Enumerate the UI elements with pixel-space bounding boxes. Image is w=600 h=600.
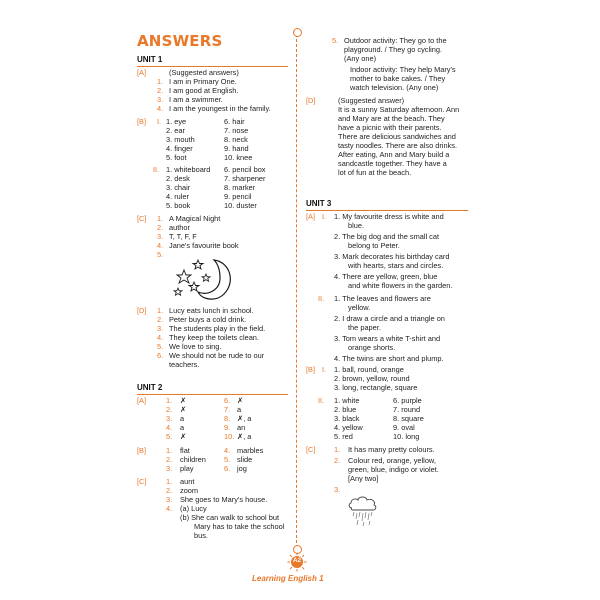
- answer-text: 3. Tom wears a white T-shirt and: [334, 334, 441, 343]
- answer-text: 9. pencil: [224, 192, 252, 201]
- answer-text: 3. black: [334, 414, 360, 423]
- answer-text: 6. purple: [393, 396, 422, 405]
- answer-text: blue.: [348, 221, 365, 230]
- answer-text: 4. ruler: [166, 192, 190, 201]
- answer-text: ✗, a: [237, 414, 252, 423]
- answer-text: Mary has to take the school: [194, 522, 285, 531]
- answer-text: a: [237, 405, 242, 414]
- answer-text: 6. pencil box: [224, 165, 266, 174]
- section-label: [A]: [137, 396, 147, 405]
- answer-text: Peter buys a cold drink.: [169, 315, 247, 324]
- answer-text: children: [180, 455, 206, 464]
- answer-text: 4. yellow: [334, 423, 363, 432]
- answer-text: Lucy eats lunch in school.: [169, 306, 254, 315]
- item-number: II.: [153, 165, 160, 174]
- item-number: 1.: [157, 77, 164, 86]
- answer-text: (Suggested answer): [338, 96, 405, 105]
- answer-text: yellow.: [348, 303, 371, 312]
- answer-text: ✗: [237, 396, 244, 405]
- answer-text: ✗: [180, 405, 187, 414]
- answer-text: 8. neck: [224, 135, 248, 144]
- answer-text: 1. ball, round, orange: [334, 365, 404, 374]
- answer-text: green, blue, indigo or violet.: [348, 465, 439, 474]
- answer-text: 2. desk: [166, 174, 190, 183]
- answer-text: We love to sing.: [169, 342, 222, 351]
- answer-text: We should not be rude to our: [169, 351, 265, 360]
- item-number: II.: [318, 396, 325, 405]
- item-number: 2.: [166, 455, 173, 464]
- item-number: II.: [318, 294, 325, 303]
- item-number: 6.: [224, 464, 231, 473]
- answer-text: an: [237, 423, 246, 432]
- item-number: 5.: [166, 432, 173, 441]
- answer-text: 8. square: [393, 414, 424, 423]
- answer-text: 4. There are yellow, green, blue: [334, 272, 438, 281]
- answer-text: author: [169, 223, 190, 232]
- answer-text: 2. blue: [334, 405, 357, 414]
- book-title: Learning English 1: [252, 574, 324, 583]
- answer-text: They keep the toilets clean.: [169, 333, 259, 342]
- answer-text: 2. brown, yellow, round: [334, 374, 410, 383]
- answer-text: bus.: [194, 531, 208, 540]
- answer-text: 7. nose: [224, 126, 249, 135]
- item-number: 3.: [166, 414, 173, 423]
- answer-text: T, T, F, F: [169, 232, 197, 241]
- answer-text: watch television. (Any one): [350, 83, 439, 92]
- answer-text: ✗: [180, 396, 187, 405]
- answer-text: with hearts, stars and circles.: [348, 261, 444, 270]
- answer-text: 5. book: [166, 201, 191, 210]
- item-number: 1.: [166, 477, 173, 486]
- answer-text: 10. long: [393, 432, 420, 441]
- answer-text: Jane's favourite book: [169, 241, 239, 250]
- item-number: 1.: [157, 306, 164, 315]
- section-label: [C]: [306, 445, 316, 454]
- answer-text: slide: [237, 455, 253, 464]
- answer-text: ✗: [180, 432, 187, 441]
- item-number: 9.: [224, 423, 231, 432]
- answer-text: belong to Peter.: [348, 241, 400, 250]
- section-label: [D]: [137, 306, 147, 315]
- item-number: I.: [322, 212, 327, 221]
- item-number: 4.: [166, 423, 173, 432]
- answer-text: A Magical Night: [169, 214, 221, 223]
- answer-text: I am in Primary One.: [169, 77, 237, 86]
- item-number: 2.: [166, 486, 173, 495]
- answer-text: (a) Lucy: [180, 504, 207, 513]
- answer-text: 5. red: [334, 432, 353, 441]
- page-number: A2: [292, 557, 302, 564]
- answer-text: the paper.: [348, 323, 381, 332]
- answer-text: 8. marker: [224, 183, 256, 192]
- answer-text: 7. round: [393, 405, 421, 414]
- answer-text: aunt: [180, 477, 195, 486]
- answer-text: It has many pretty colours.: [348, 445, 435, 454]
- answer-text: I am a swimmer.: [169, 95, 223, 104]
- answer-text: a: [180, 414, 185, 423]
- unit-rule: [306, 210, 468, 211]
- item-number: 2.: [157, 223, 164, 232]
- item-number: 1.: [166, 446, 173, 455]
- answer-text: Indoor activity: They help Mary's: [350, 65, 456, 74]
- item-number: 5.: [224, 455, 231, 464]
- item-number: 4.: [157, 333, 164, 342]
- answer-text: 1. eye: [166, 117, 187, 126]
- section-label: [A]: [137, 68, 147, 77]
- item-number: 2.: [157, 86, 164, 95]
- answer-text: jog: [237, 464, 247, 473]
- unit-heading: UNIT 1: [137, 55, 163, 64]
- column-divider: [296, 34, 297, 548]
- item-number: 10.: [224, 432, 235, 441]
- section-label: [D]: [306, 96, 316, 105]
- item-number: 5.: [157, 342, 164, 351]
- answer-text: 1. The leaves and flowers are: [334, 294, 431, 303]
- section-label: [A]: [306, 212, 316, 221]
- item-number: 1.: [166, 396, 173, 405]
- answer-text: 1. My favourite dress is white and: [334, 212, 444, 221]
- answer-text: Outdoor activity: They go to the: [344, 36, 447, 45]
- item-number: 8.: [224, 414, 231, 423]
- answer-text: zoom: [180, 486, 199, 495]
- section-label: [C]: [137, 477, 147, 486]
- answer-text: 3. chair: [166, 183, 191, 192]
- item-number: 3.: [157, 324, 164, 333]
- item-number: 1.: [334, 445, 341, 454]
- answer-text: playground. / They go cycling.: [344, 45, 443, 54]
- answer-text: sandcastle together. They have a: [338, 159, 447, 168]
- item-number: 5.: [332, 36, 339, 45]
- item-number: 1.: [157, 214, 164, 223]
- item-number: 2.: [157, 315, 164, 324]
- unit-heading: UNIT 3: [306, 199, 332, 208]
- item-number: I.: [322, 365, 327, 374]
- answer-text: 9. hand: [224, 144, 249, 153]
- answer-text: 2. The big dog and the small cat: [334, 232, 440, 241]
- answer-text: I am the youngest in the family.: [169, 104, 271, 113]
- answer-text: have a picnic with their parents.: [338, 123, 442, 132]
- section-label: [B]: [137, 117, 147, 126]
- answer-text: Colour red, orange, yellow,: [348, 456, 436, 465]
- item-number: 3.: [157, 232, 164, 241]
- item-number: 6.: [157, 351, 164, 360]
- answer-text: play: [180, 464, 194, 473]
- item-number: 3.: [166, 464, 173, 473]
- item-number: 3.: [166, 495, 173, 504]
- item-number: 2.: [334, 456, 341, 465]
- section-label: [B]: [137, 446, 147, 455]
- answer-text: (b) She can walk to school but: [180, 513, 280, 522]
- rain-cloud-icon: [346, 494, 380, 528]
- answer-text: I am good at English.: [169, 86, 239, 95]
- answer-text: 6. hair: [224, 117, 245, 126]
- answer-text: a: [180, 423, 185, 432]
- answer-text: 10. knee: [224, 153, 253, 162]
- answer-text: 3. long, rectangle, square: [334, 383, 418, 392]
- answer-text: 2. I draw a circle and a triangle on: [334, 314, 445, 323]
- answer-text: 10. duster: [224, 201, 257, 210]
- item-number: 4.: [224, 446, 231, 455]
- item-number: 6.: [224, 396, 231, 405]
- answer-text: teachers.: [169, 360, 200, 369]
- answer-text: 4. The twins are short and plump.: [334, 354, 444, 363]
- answer-text: There are delicious sandwiches and: [338, 132, 456, 141]
- answer-text: She goes to Mary's house.: [180, 495, 268, 504]
- answer-text: 3. Mark decorates his birthday card: [334, 252, 450, 261]
- item-number: 3.: [334, 485, 341, 494]
- answer-text: 9. oval: [393, 423, 415, 432]
- answer-text: (Suggested answers): [169, 68, 239, 77]
- answer-text: and Mary are at the beach. They: [338, 114, 445, 123]
- answer-text: orange shorts.: [348, 343, 396, 352]
- answer-text: mother to bake cakes. / They: [350, 74, 446, 83]
- item-number: 4.: [157, 241, 164, 250]
- answer-text: The students play in the field.: [169, 324, 266, 333]
- item-number: 4.: [157, 104, 164, 113]
- answer-text: and white flowers in the garden.: [348, 281, 453, 290]
- answer-text: 5. foot: [166, 153, 187, 162]
- item-number: 7.: [224, 405, 231, 414]
- unit-heading: UNIT 2: [137, 383, 163, 392]
- item-number: 5.: [157, 250, 164, 259]
- item-number: I.: [157, 117, 162, 126]
- answer-text: ✗, a: [237, 432, 252, 441]
- answer-text: flat: [180, 446, 190, 455]
- unit-rule: [137, 66, 288, 67]
- answer-text: It is a sunny Saturday afternoon. Ann: [338, 105, 460, 114]
- answer-text: 3. mouth: [166, 135, 195, 144]
- answer-text: 1. whiteboard: [166, 165, 211, 174]
- answer-text: 4. finger: [166, 144, 193, 153]
- answer-text: 2. ear: [166, 126, 185, 135]
- section-label: [C]: [137, 214, 147, 223]
- item-number: 3.: [157, 95, 164, 104]
- answer-text: 7. sharpener: [224, 174, 266, 183]
- answer-text: lot of fun at the beach.: [338, 168, 412, 177]
- item-number: 4.: [166, 504, 173, 513]
- page-title: ANSWERS: [137, 32, 223, 50]
- answer-text: (Any one): [344, 54, 377, 63]
- unit-rule: [137, 394, 288, 395]
- answer-text: [Any two]: [348, 474, 379, 483]
- answer-text: 1. white: [334, 396, 360, 405]
- answer-text: After eating, Ann and Mary build a: [338, 150, 450, 159]
- answer-text: tasty noodles. There are also drinks.: [338, 141, 457, 150]
- section-label: [B]: [306, 365, 316, 374]
- moon-stars-icon: [170, 252, 238, 302]
- item-number: 2.: [166, 405, 173, 414]
- answer-text: marbles: [237, 446, 264, 455]
